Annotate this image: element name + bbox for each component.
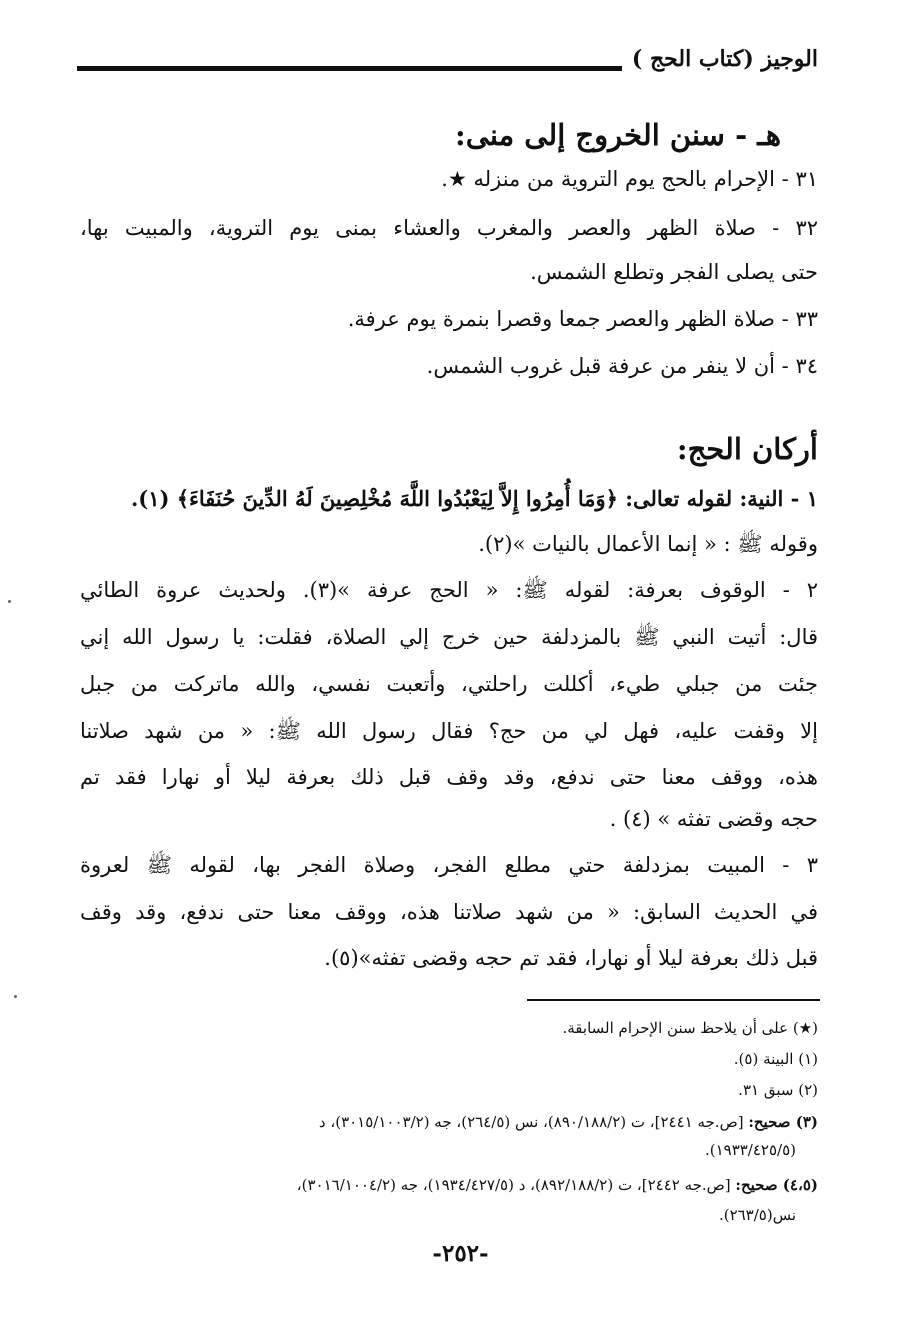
footnote-rule	[527, 999, 820, 1001]
text-line: ٣ - المبيت بمزدلفة حتي مطلع الفجر، وصلاة الفجر بها، لقوله ﷺ لعروة	[80, 853, 818, 877]
text-line: هذه، ووقف معنا حتى ندفع، وقد وقف قبل ذلك بعرفة ليلا أو نهارا فقد تم	[80, 765, 818, 789]
text-line: في الحديث السابق: « من شهد صلاتنا هذه، ووقف معنا حتى ندفع، وقد وقف	[80, 900, 818, 924]
text-line: حتى يصلى الفجر وتطلع الشمس.	[530, 260, 818, 284]
page-number: -٢٥٢-	[432, 1240, 489, 1267]
text-line: حجه وقضى تفثه » (٤) .	[609, 807, 818, 831]
text-line: إلا وقفت عليه، فهل لي من حج؟ فقال رسول الله ﷺ: « من شهد صلاتنا	[80, 719, 818, 743]
footnote: (★) على أن يلاحظ سنن الإحرام السابقة.	[562, 1019, 818, 1037]
footnote: (٢) سبق ٣١.	[738, 1081, 818, 1099]
scan-speck	[8, 600, 11, 603]
footnote-text: [ص.جه ٢٤٤٢]، ت (٨٩٢/١٨٨/٢)، د (١٩٣٤/٤٢٧/٥)، جه (٣٠١٦/١٠٠٤/٢)،	[296, 1176, 736, 1194]
footnote: نس(٢٦٣/٥).	[718, 1206, 796, 1224]
text-line: قال: أتيت النبي ﷺ بالمزدلفة حين خرج إلي الصلاة، فقلت: يا رسول الله إني	[80, 625, 818, 649]
scan-speck	[14, 995, 17, 998]
running-head: الوجيز (كتاب الحج )	[631, 46, 818, 72]
text-line: ١ - النية: لقوله تعالى: ﴿وَمَا أُمِرُوا إِلاَّ لِيَعْبُدُوا اللَّهَ مُخْلِصِينَ لَهُ الدِّينَ حُنَفَاءَ﴾ (١).	[130, 486, 818, 511]
footnote	[297, 1174, 818, 1196]
text-line: وقوله ﷺ : « إنما الأعمال بالنيات »(٢).	[478, 532, 818, 556]
text-line: ٣٢ - صلاة الظهر والعصر والمغرب والعشاء بمنى يوم التروية، والمبيت بها،	[80, 216, 818, 240]
text-line: ٣٤ - أن لا ينفر من عرفة قبل غروب الشمس.	[426, 354, 818, 378]
text-line: ٣١ - الإحرام بالحج يوم التروية من منزله ★.	[441, 167, 818, 191]
footnote-label: (٣) صحيح:	[748, 1113, 818, 1131]
footnote-label: (٤،٥) صحيح:	[735, 1176, 818, 1194]
footnote-text: [ص.جه ٢٤٤١]، ت (٨٩٠/١٨٨/٢)، نس (٢٦٤/٥)، جه (٣٠١٥/١٠٠٣/٢)، د	[318, 1113, 749, 1131]
footnote	[319, 1111, 818, 1133]
section-heading-arkan: أركان الحج:	[676, 432, 818, 466]
header-rule	[77, 66, 622, 71]
text-line: ٣٣ - صلاة الظهر والعصر جمعا وقصرا بنمرة يوم عرفة.	[347, 307, 818, 331]
footnote: (١٩٣٣/٤٢٥/٥).	[704, 1141, 796, 1159]
text-line: قبل ذلك بعرفة ليلا أو نهارا، فقد تم حجه وقضى تفثه»(٥).	[324, 946, 818, 970]
footnote: (١) البينة (٥).	[733, 1050, 818, 1068]
text-line: ٢ - الوقوف بعرفة: لقوله ﷺ: « الحج عرفة »(٣). ولحديث عروة الطائي	[80, 578, 818, 602]
section-heading-sunan-khuruj: هـ - سنن الخروج إلى منى:	[455, 118, 781, 152]
text-line: جئت من جبلي طيء، أكللت راحلتي، وأتعبت نفسي، والله ماتركت من جبل	[80, 672, 818, 696]
